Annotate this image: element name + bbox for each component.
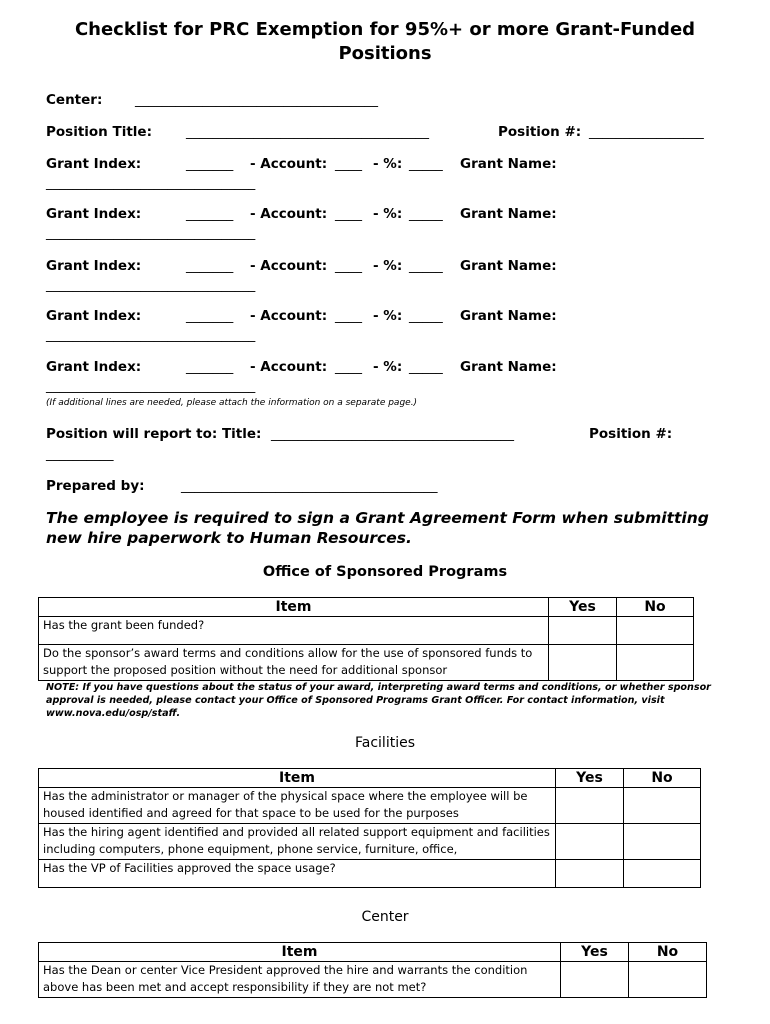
osp-question: Has the grant been funded? [39, 617, 549, 645]
center-field[interactable]: ____________________________________ [135, 92, 378, 108]
facilities-no-cell[interactable] [624, 860, 701, 888]
percent-label: - %: [373, 258, 403, 274]
additional-lines-note: (If additional lines are needed, please attach the information on a separate page.) [46, 398, 418, 408]
prepared-by-label: Prepared by: [46, 478, 145, 494]
osp-col-yes: Yes [549, 598, 617, 617]
grant-index-field[interactable]: _______ [186, 308, 234, 324]
percent-label: - %: [373, 206, 403, 222]
table-row [39, 788, 701, 824]
grant-name-field[interactable]: _______________________________ [46, 225, 256, 241]
account-label: - Account: [250, 206, 328, 222]
percent-field[interactable]: _____ [409, 308, 443, 324]
facilities-question: Has the administrator or manager of the physical space where the employee will be housed identified and agreed for that space to be used for the purposes [39, 788, 556, 824]
percent-label: - %: [373, 156, 403, 172]
grant-index-field[interactable]: _______ [186, 156, 234, 172]
percent-label: - %: [373, 359, 403, 375]
osp-heading: Office of Sponsored Programs [262, 564, 508, 580]
osp-table [38, 597, 694, 681]
grant-index-label: Grant Index: [46, 258, 142, 274]
position-title-field[interactable]: ____________________________________ [186, 124, 429, 140]
osp-yes-cell[interactable] [549, 645, 617, 681]
center-table [38, 942, 707, 998]
prepared-by-field[interactable]: ______________________________________ [181, 478, 438, 494]
percent-label: - %: [373, 308, 403, 324]
percent-field[interactable]: _____ [409, 258, 443, 274]
grant-name-field[interactable]: _______________________________ [46, 327, 256, 343]
percent-field[interactable]: _____ [409, 359, 443, 375]
osp-no-cell[interactable] [617, 617, 694, 645]
percent-field[interactable]: _____ [409, 156, 443, 172]
account-label: - Account: [250, 156, 328, 172]
account-field[interactable]: ____ [335, 308, 362, 324]
account-label: - Account: [250, 258, 328, 274]
grant-index-label: Grant Index: [46, 308, 142, 324]
center-no-cell[interactable] [629, 962, 707, 998]
facilities-col-no: No [624, 769, 701, 788]
facilities-header-row [39, 769, 701, 788]
center-yes-cell[interactable] [561, 962, 629, 998]
account-label: - Account: [250, 359, 328, 375]
facilities-heading: Facilities [355, 735, 415, 751]
facilities-question: Has the VP of Facilities approved the space usage? [39, 860, 556, 888]
grant-name-field[interactable]: _______________________________ [46, 277, 256, 293]
grant-name-label: Grant Name: [460, 308, 557, 324]
facilities-no-cell[interactable] [624, 824, 701, 860]
facilities-col-item: Item [39, 769, 556, 788]
grant-index-label: Grant Index: [46, 156, 142, 172]
report-to-position-label: Position #: [589, 426, 673, 442]
grant-index-field[interactable]: _______ [186, 206, 234, 222]
osp-header-row [39, 598, 694, 617]
center-header-row [39, 943, 707, 962]
facilities-question: Has the hiring agent identified and provided all related support equipment and facilities including computers, phone equipment, phone service, furniture, office, [39, 824, 556, 860]
report-to-title-field[interactable]: ____________________________________ [271, 426, 514, 442]
osp-col-item: Item [39, 598, 549, 617]
facilities-no-cell[interactable] [624, 788, 701, 824]
grant-name-label: Grant Name: [460, 258, 557, 274]
center-question: Has the Dean or center Vice President approved the hire and warrants the condition above has been met and accept responsibility if they are not met? [39, 962, 561, 998]
grant-name-field[interactable]: _______________________________ [46, 175, 256, 191]
page-title: Checklist for PRC Exemption for 95%+ or more Grant-Funded Positions [74, 19, 696, 64]
facilities-yes-cell[interactable] [556, 788, 624, 824]
grant-name-label: Grant Name: [460, 359, 557, 375]
center-heading: Center [361, 909, 409, 925]
account-field[interactable]: ____ [335, 206, 362, 222]
osp-note: NOTE: If you have questions about the status of your award, interpreting award terms and conditions, or whether sponsor approval is needed, please contact your Office of Sponsored Programs Grant Officer. For contact information, visit www.nova.edu/osp/staff. [46, 682, 711, 719]
position-title-label: Position Title: [46, 124, 152, 140]
grant-agreement-statement: The employee is required to sign a Grant Agreement Form when submitting new hire paperwork to Human Resources. [46, 509, 709, 547]
osp-question: Do the sponsor’s award terms and conditions allow for the use of sponsored funds to support the proposed position without the need for additional sponsor [39, 645, 549, 681]
grant-index-label: Grant Index: [46, 359, 142, 375]
grant-index-label: Grant Index: [46, 206, 142, 222]
percent-field[interactable]: _____ [409, 206, 443, 222]
grant-index-field[interactable]: _______ [186, 258, 234, 274]
table-row [39, 645, 694, 681]
center-col-item: Item [39, 943, 561, 962]
center-col-no: No [629, 943, 707, 962]
facilities-yes-cell[interactable] [556, 824, 624, 860]
report-to-position-field[interactable]: __________ [46, 446, 114, 462]
table-row [39, 824, 701, 860]
account-field[interactable]: ____ [335, 156, 362, 172]
grant-name-label: Grant Name: [460, 206, 557, 222]
osp-col-no: No [617, 598, 694, 617]
position-number-label: Position #: [498, 124, 582, 140]
report-to-label: Position will report to: Title: [46, 426, 262, 442]
position-number-field[interactable]: _________________ [589, 124, 704, 140]
center-col-yes: Yes [561, 943, 629, 962]
table-row [39, 617, 694, 645]
osp-yes-cell[interactable] [549, 617, 617, 645]
table-row [39, 860, 701, 888]
account-label: - Account: [250, 308, 328, 324]
facilities-col-yes: Yes [556, 769, 624, 788]
account-field[interactable]: ____ [335, 359, 362, 375]
facilities-yes-cell[interactable] [556, 860, 624, 888]
grant-name-field[interactable]: _______________________________ [46, 378, 256, 394]
center-label: Center: [46, 92, 103, 108]
account-field[interactable]: ____ [335, 258, 362, 274]
facilities-table [38, 768, 701, 888]
osp-no-cell[interactable] [617, 645, 694, 681]
grant-name-label: Grant Name: [460, 156, 557, 172]
table-row [39, 962, 707, 998]
grant-index-field[interactable]: _______ [186, 359, 234, 375]
